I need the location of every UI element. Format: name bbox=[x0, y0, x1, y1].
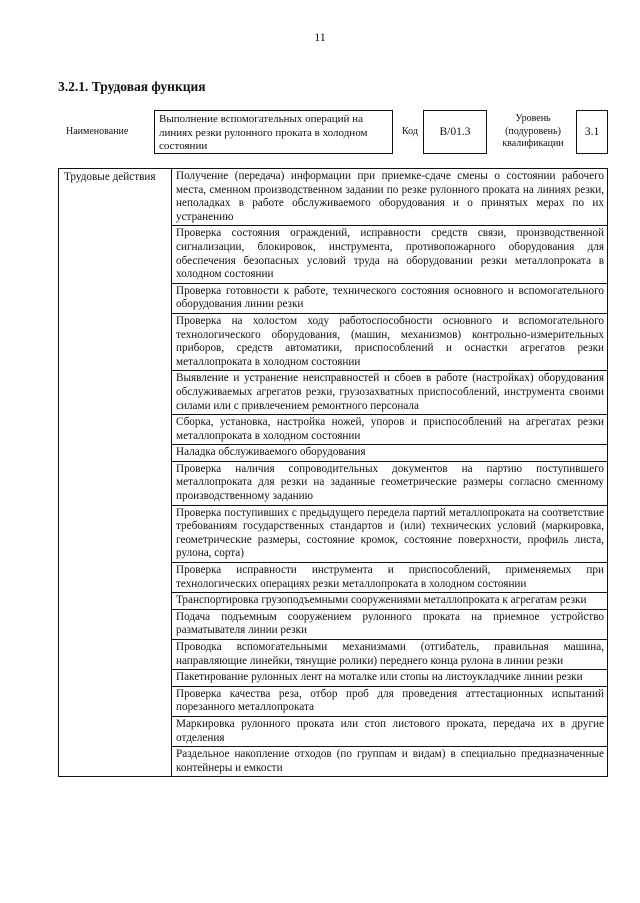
name-label: Наименование bbox=[66, 126, 129, 137]
level-label: Уровень (подуровень) квалификации bbox=[502, 113, 564, 149]
page-number: 11 bbox=[314, 30, 326, 44]
code-value-box: B/01.3 bbox=[423, 110, 487, 154]
labor-actions-table bbox=[58, 168, 608, 777]
action-cell: Получение (передача) информации при приемке-сдаче смены о состоянии рабочего места, сменном производственном задании по резке рулонного проката на линиях резки, неполадках в работе обслуживаемого оборудования и о принятых мерах по их устранению bbox=[172, 169, 608, 226]
action-cell: Раздельное накопление отходов (по группам и видам) в специально предназначенные контейнеры и емкости bbox=[172, 747, 608, 777]
action-cell: Выявление и устранение неисправностей и сбоев в работе (настройках) оборудования обслуживаемых агрегатов резки, грузозахватных приспособлений, инструмента своими силами или с привлечением ремонтного персонала bbox=[172, 371, 608, 415]
code-label: Код bbox=[402, 126, 418, 137]
category-cell: Трудовые действия bbox=[59, 169, 172, 777]
function-header-row bbox=[0, 110, 640, 156]
action-cell: Пакетирование рулонных лент на моталке или стопы на листоукладчике линии резки bbox=[172, 670, 608, 687]
action-cell: Проверка на холостом ходу работоспособности основного и вспомогательного технологического оборудования, (машин, механизмов) контрольно-измерительных приборов, средств автоматики, приспособлений и оснастки агрегатов резки металлопроката в холодном состоянии bbox=[172, 313, 608, 370]
level-value-box: 3.1 bbox=[576, 110, 608, 154]
action-cell: Проверка готовности к работе, технического состояния основного и вспомогательного оборудования линии резки bbox=[172, 283, 608, 313]
action-cell: Проводка вспомогательными механизмами (отгибатель, правильная машина, направляющие линейки, тянущие ролики) переднего конца рулона в линии резки bbox=[172, 640, 608, 670]
function-name-box: Выполнение вспомогательных операций на линиях резки рулонного проката в холодном состоянии bbox=[154, 110, 393, 154]
section-title: 3.2.1. Трудовая функция bbox=[58, 79, 206, 94]
action-cell: Проверка наличия сопроводительных документов на партию поступившего металлопроката для резки на заданные геометрические размеры согласно сменному производственному заданию bbox=[172, 461, 608, 505]
action-cell: Проверка качества реза, отбор проб для проведения аттестационных испытаний порезанного металлопроката bbox=[172, 686, 608, 716]
action-cell: Проверка исправности инструмента и приспособлений, применяемых при технологических операциях резки металлопроката в холодном состоянии bbox=[172, 563, 608, 593]
action-cell: Проверка поступивших с предыдущего передела партий металлопроката на соответствие требованиям государственных стандартов и (или) технических условий (маркировка, геометрические размеры, состояние кромок, состояние поверхности, профиль листа, рулона, сорта) bbox=[172, 505, 608, 562]
action-cell: Наладка обслуживаемого оборудования bbox=[172, 445, 608, 462]
action-cell: Транспортировка грузоподъемными сооружениями металлопроката к агрегатам резки bbox=[172, 593, 608, 610]
action-cell: Проверка состояния ограждений, исправности средств связи, производственной сигнализации, блокировок, инструмента, противопожарного оборудования для обеспечения безопасных условий труда на оборудовании резки металлопроката в холодном состоянии bbox=[172, 226, 608, 283]
action-cell: Сборка, установка, настройка ножей, упоров и приспособлений на агрегатах резки металлопроката в холодном состоянии bbox=[172, 415, 608, 445]
action-cell: Маркировка рулонного проката или стоп листового проката, передача их в другие отделения bbox=[172, 716, 608, 746]
table-row bbox=[59, 169, 608, 226]
action-cell: Подача подъемным сооружением рулонного проката на приемное устройство разматывателя линии резки bbox=[172, 609, 608, 639]
